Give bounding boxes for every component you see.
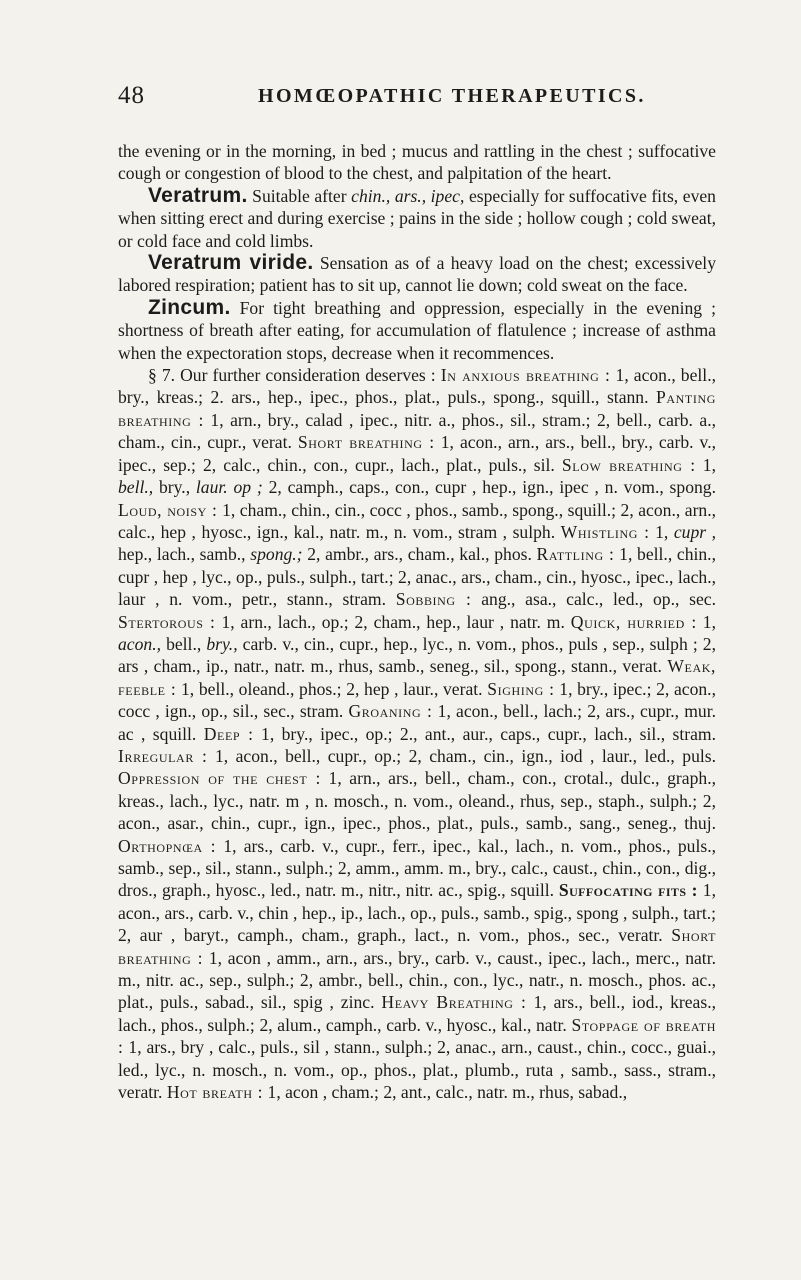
body-text <box>118 140 716 1103</box>
remedy-heading-zincum: Zincum. <box>148 295 231 319</box>
heading-heavy: Heavy Breathing : <box>381 992 527 1013</box>
heading-quick: Quick, hurried : <box>570 611 697 632</box>
heading-rattling: Rattling : <box>536 544 615 565</box>
list-anxious: 1, acon., bell., bry., kreas.; 2. ars., hep., ipec., phos., plat., puls., spong., squill., stann. <box>118 365 716 408</box>
heading-whistling: Whistling : <box>560 521 650 542</box>
veratrum-remedies-italic: chin., ars., ipec <box>351 185 460 206</box>
list-slow-2: bry., <box>159 477 191 498</box>
list-slow-3: 2, camph., caps., con., cupr , hep., ign., ipec , n. vom., spong. <box>268 477 716 498</box>
list-stertorous: 1, arn., lach., op.; 2, cham., hep., laur , natr. m. <box>221 611 565 632</box>
continuation-text: the evening or in the morning, in bed ; mucus and rattling in the chest ; suffocative cough or congestion of blood to the chest, and palpitation of the heart. <box>118 141 716 184</box>
heading-short: Short breathing : <box>297 432 435 453</box>
zincum-text: For tight breathing and oppression, especially in the evening ; shortness of breath after eating, for accumulation of flatulence ; increase of asthma when the expectoration stops, decrease when it recommences. <box>118 297 716 363</box>
list-loud: 1, cham., chin., cin., cocc , phos., samb., spong., squill.; 2, acon., arn., calc., hep , hyosc., ign., kal., natr. m., n. vom., stram , sulph. <box>118 499 717 542</box>
heading-irregular: Irregular : <box>118 745 208 766</box>
veratrum-viride-text: Sensation as of a heavy load on the chest; excessively labored respiration; patient has to sit up, cannot lie down; cold sweat on the face. <box>118 253 716 296</box>
list-hot: 1, acon , cham.; 2, ant., calc., natr. m., rhus, sabad., <box>267 1082 628 1103</box>
heading-deep: Deep : <box>203 723 254 744</box>
paragraph-veratrum-viride <box>118 252 716 297</box>
heading-oppression: Oppression of the chest : <box>118 768 321 789</box>
remedy-heading-veratrum: Veratrum. <box>148 183 248 207</box>
list-whistling: 1, <box>655 521 669 542</box>
list-sighing: 1, bry., ipec.; 2, acon., cocc , ign., op., sil., sec., stram. <box>118 678 716 722</box>
list-groaning: 1, acon., bell., lach.; 2, ars., cupr., mur. ac , squill. <box>118 701 716 744</box>
list-oppression: 1, arn., ars., bell., cham., con., crotal., dulc., graph., kreas., lach., lyc., natr. m , n. mosch., n. vom., oleand., rhus, sep., staph., sulph.; 2, acon., asar., chin., cupr., ign., ipec., phos., plat., puls., samb., sang., seneg., thuj. <box>118 768 716 834</box>
page-header <box>118 82 708 112</box>
list-quick-italic-2: bry., <box>206 633 238 654</box>
list-short-breathing: 1, acon , amm., arn., ars., bry., carb. v., caust., ipec., lach., merc., natr. m., nitr. ac., sep., sulph.; 2, ambr., bell., chin., con., lyc., natr., n. mosch., phos. ac., plat., puls., sabad., sil., spig , zinc. <box>118 947 716 1013</box>
list-orthopnoea: 1, ars., carb. v., cupr., ferr., ipec., kal., lach., n. vom., phos., puls., samb., sep., sil., stann., sulph.; 2, amm., amm. m., bry., calc., caust., chin., con., dig., dros., graph., hyosc., led., natr. m., nitr., nitr. ac., spig., squill. <box>118 835 717 901</box>
heading-stertorous: Stertorous : <box>118 611 216 632</box>
heading-hot: Hot breath : <box>166 1082 264 1103</box>
list-short: 1, acon., arn., ars., bell., bry., carb. v., ipec., sep.; 2, calc., chin., con., cupr., lach., plat., puls., sil. <box>118 432 716 475</box>
heading-suffocating: Suffocating fits : <box>558 880 698 901</box>
list-slow-italic-2: laur. op ; <box>195 477 263 498</box>
list-quick-italic: acon., <box>118 633 161 654</box>
list-stoppage: 1, ars., bry , calc., puls., sil , stann., sulph.; 2, anac., arn., caust., chin., cocc., guai., led., lyc., n. mosch., n. vom., op., phos., plat., plumb., ruta , samb., sass., stram., veratr. <box>118 1037 716 1103</box>
paragraph-continuation <box>118 140 716 185</box>
list-quick-3: carb. v., cin., cupr., hep., lyc., n. vom., phos., puls , sep., sulph ; 2, ars , cham., ip., natr., natr. m., rhus, samb., seneg., sil., spong., stann., verat. <box>118 633 716 677</box>
list-irregular: 1, acon., bell., cupr., op.; 2, cham., cin., ign., iod , laur., led., puls. <box>214 745 716 766</box>
heading-orthopnoea: Orthopnœa : <box>118 835 217 856</box>
list-whistling-italic: cupr , <box>673 521 717 542</box>
list-rattling: 1, bell., chin., cupr , hep , lyc., op., puls., sulph., tart.; 2, anac., ars., cham., cin., hyosc., ipec., lach., laur , n. vom., petr., stann., stram. <box>118 544 716 610</box>
list-heavy: 1, ars., bell., iod., kreas., lach., phos., sulph.; 2, alum., camph., carb. v., hyosc., kal., natr. <box>118 992 716 1035</box>
list-whistling-italic-2: spong.; <box>250 544 303 565</box>
list-quick-2: bell., <box>166 633 202 654</box>
heading-panting: Panting breathing : <box>118 387 716 430</box>
list-whistling-3: 2, ambr., ars., cham., kal., phos. <box>307 544 532 565</box>
heading-sighing: Sighing : <box>487 678 555 699</box>
heading-anxious: In anxious breathing : <box>440 365 611 386</box>
veratrum-text-2: , especially for suffocative fits, even when sitting erect and during exercise ; pains in the side ; hollow cough ; cold sweat, or cold face and cold limbs. <box>118 185 716 251</box>
list-deep: 1, bry., ipec., op.; 2., ant., aur., caps., cupr., lach., sil., stram. <box>261 723 716 744</box>
section-number: § 7. <box>148 365 176 386</box>
list-weak: 1, bell., oleand., phos.; 2, hep , laur., verat. <box>181 678 483 699</box>
heading-weak: Weak, feeble : <box>118 656 716 699</box>
veratrum-text: Suitable after <box>252 185 347 206</box>
paragraph-section-7 <box>118 364 716 1103</box>
heading-slow: Slow breathing : <box>561 454 696 475</box>
paragraph-veratrum <box>118 185 716 252</box>
list-quick: 1, <box>702 611 716 632</box>
list-panting: 1, arn., bry., calad , ipec., nitr. a., phos., sil., stram.; 2, bell., carb. a., cham., cin., cupr., verat. <box>118 409 716 453</box>
running-title: HOMŒOPATHIC THERAPEUTICS. <box>258 85 646 107</box>
page-number: 48 <box>118 82 145 109</box>
heading-sobbing: Sobbing : <box>395 589 472 610</box>
list-suffocating: 1, acon., ars., carb. v., chin , hep., ip., lach., op., puls., samb., spig., spong , sulph., tart.; 2, aur , baryt., camph., cham., graph., lact., n. vom., phos., sec., veratr. <box>118 880 716 946</box>
remedy-heading-veratrum-viride: Veratrum viride. <box>148 251 314 275</box>
section-intro: Our further consideration deserves : <box>180 365 436 386</box>
list-whistling-2: hep., lach., samb., <box>118 544 246 565</box>
list-slow-italic: bell., <box>118 477 154 498</box>
heading-short-breathing: Short breathing : <box>118 925 717 968</box>
paragraph-zincum <box>118 297 716 364</box>
heading-groaning: Groaning : <box>348 701 433 722</box>
heading-stoppage: Stoppage of breath : <box>118 1014 716 1058</box>
heading-loud: Loud, noisy : <box>118 499 218 520</box>
list-slow: 1, <box>702 454 716 475</box>
list-sobbing: ang., asa., calc., led., op., sec. <box>481 589 716 610</box>
